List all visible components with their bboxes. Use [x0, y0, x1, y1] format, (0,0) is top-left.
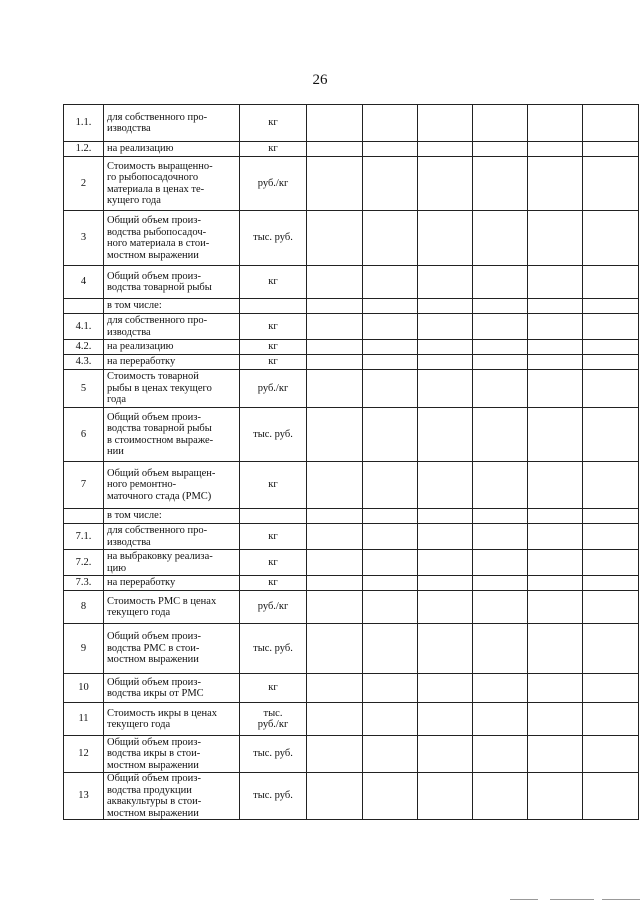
value-cell: [473, 591, 528, 624]
value-cell: [363, 576, 418, 591]
value-cell: [418, 591, 473, 624]
value-cell: [473, 211, 528, 266]
value-cell: [418, 355, 473, 370]
row-number-cell: 12: [64, 736, 104, 773]
indicator-name-cell: на реализацию: [104, 142, 240, 157]
table-row: [64, 524, 639, 550]
table-row: [64, 105, 639, 142]
value-cell: [528, 736, 583, 773]
value-cell: [473, 142, 528, 157]
table-row: [64, 355, 639, 370]
value-cell: [363, 105, 418, 142]
value-cell: [307, 509, 363, 524]
value-cell: [307, 524, 363, 550]
indicator-name-cell: Стоимость товарной рыбы в ценах текущего года: [104, 370, 240, 408]
value-cell: [418, 105, 473, 142]
value-cell: [418, 408, 473, 462]
indicator-name-cell: Стоимость РМС в ценах текущего года: [104, 591, 240, 624]
value-cell: [528, 703, 583, 736]
value-cell: [363, 211, 418, 266]
indicator-name-cell: Стоимость выращенно- го рыбопосадочного материала в ценах те- кущего года: [104, 157, 240, 211]
value-cell: [363, 550, 418, 576]
value-cell: [418, 624, 473, 674]
value-cell: [583, 591, 639, 624]
value-cell: [528, 266, 583, 299]
value-cell: [473, 340, 528, 355]
unit-cell: тыс. руб.: [240, 624, 307, 674]
value-cell: [473, 408, 528, 462]
value-cell: [528, 509, 583, 524]
unit-cell: кг: [240, 340, 307, 355]
unit-cell: кг: [240, 674, 307, 703]
value-cell: [418, 576, 473, 591]
indicator-name-cell: Общий объем произ- водства продукции аквакультуры в стои- мостном выражении: [104, 773, 240, 820]
unit-cell: кг: [240, 576, 307, 591]
table-row: [64, 340, 639, 355]
row-number-cell: 4: [64, 266, 104, 299]
value-cell: [583, 211, 639, 266]
value-cell: [473, 524, 528, 550]
value-cell: [583, 462, 639, 509]
table-row: [64, 408, 639, 462]
value-cell: [528, 576, 583, 591]
value-cell: [307, 462, 363, 509]
value-cell: [583, 340, 639, 355]
value-cell: [363, 314, 418, 340]
value-cell: [528, 550, 583, 576]
indicator-name-cell: Общий объем произ- водства товарной рыбы: [104, 266, 240, 299]
value-cell: [528, 370, 583, 408]
indicator-name-cell: в том числе:: [104, 299, 240, 314]
value-cell: [307, 674, 363, 703]
row-number-cell: 4.1.: [64, 314, 104, 340]
value-cell: [473, 703, 528, 736]
row-number-cell: 7.1.: [64, 524, 104, 550]
indicator-name-cell: Стоимость икры в ценах текущего года: [104, 703, 240, 736]
unit-cell: кг: [240, 105, 307, 142]
table-row: [64, 462, 639, 509]
value-cell: [583, 576, 639, 591]
unit-cell: руб./кг: [240, 591, 307, 624]
unit-cell: кг: [240, 314, 307, 340]
value-cell: [307, 773, 363, 820]
value-cell: [363, 355, 418, 370]
table-row: [64, 674, 639, 703]
unit-cell: кг: [240, 550, 307, 576]
value-cell: [583, 624, 639, 674]
value-cell: [363, 591, 418, 624]
unit-cell: руб./кг: [240, 157, 307, 211]
value-cell: [363, 462, 418, 509]
table-row: [64, 266, 639, 299]
table-row: [64, 624, 639, 674]
value-cell: [583, 736, 639, 773]
value-cell: [307, 576, 363, 591]
row-number-cell: 6: [64, 408, 104, 462]
unit-cell: кг: [240, 524, 307, 550]
table-row: [64, 576, 639, 591]
value-cell: [583, 524, 639, 550]
value-cell: [473, 509, 528, 524]
value-cell: [307, 550, 363, 576]
value-cell: [307, 314, 363, 340]
indicator-name-cell: Общий объем произ- водства товарной рыбы в стоимостном выраже- нии: [104, 408, 240, 462]
row-number-cell: 2: [64, 157, 104, 211]
value-cell: [583, 314, 639, 340]
value-cell: [363, 157, 418, 211]
value-cell: [307, 703, 363, 736]
unit-cell: кг: [240, 355, 307, 370]
unit-cell: руб./кг: [240, 370, 307, 408]
indicator-name-cell: для собственного про- изводства: [104, 314, 240, 340]
value-cell: [363, 266, 418, 299]
indicator-name-cell: на выбраковку реализа- цию: [104, 550, 240, 576]
value-cell: [528, 105, 583, 142]
value-cell: [528, 408, 583, 462]
unit-cell: тыс. руб.: [240, 211, 307, 266]
row-number-cell: 4.2.: [64, 340, 104, 355]
indicator-name-cell: Общий объем произ- водства РМС в стои- мостном выражении: [104, 624, 240, 674]
value-cell: [418, 509, 473, 524]
value-cell: [583, 408, 639, 462]
indicator-name-cell: в том числе:: [104, 509, 240, 524]
value-cell: [363, 736, 418, 773]
table-row: [64, 211, 639, 266]
value-cell: [418, 340, 473, 355]
page-number: 26: [312, 72, 328, 88]
unit-cell: кг: [240, 462, 307, 509]
value-cell: [583, 299, 639, 314]
report-table: [63, 104, 639, 820]
value-cell: [473, 462, 528, 509]
value-cell: [363, 340, 418, 355]
value-cell: [473, 736, 528, 773]
value-cell: [528, 299, 583, 314]
value-cell: [363, 703, 418, 736]
value-cell: [363, 524, 418, 550]
value-cell: [473, 624, 528, 674]
row-number-cell: 7.3.: [64, 576, 104, 591]
unit-cell: [240, 299, 307, 314]
value-cell: [473, 550, 528, 576]
table-row: [64, 299, 639, 314]
indicator-name-cell: для собственного про- изводства: [104, 105, 240, 142]
value-cell: [473, 266, 528, 299]
row-number-cell: [64, 509, 104, 524]
indicator-name-cell: Общий объем произ- водства икры в стои- мостном выражении: [104, 736, 240, 773]
value-cell: [583, 142, 639, 157]
value-cell: [418, 462, 473, 509]
value-cell: [307, 736, 363, 773]
table-row: [64, 736, 639, 773]
value-cell: [583, 509, 639, 524]
value-cell: [473, 314, 528, 340]
value-cell: [528, 462, 583, 509]
value-cell: [307, 370, 363, 408]
value-cell: [418, 157, 473, 211]
value-cell: [528, 157, 583, 211]
indicator-name-cell: на переработку: [104, 355, 240, 370]
table-row: [64, 314, 639, 340]
value-cell: [418, 703, 473, 736]
unit-cell: [240, 509, 307, 524]
value-cell: [473, 576, 528, 591]
table-row: [64, 591, 639, 624]
table-row: [64, 370, 639, 408]
indicator-name-cell: на переработку: [104, 576, 240, 591]
value-cell: [473, 299, 528, 314]
value-cell: [418, 370, 473, 408]
table-row: [64, 703, 639, 736]
value-cell: [418, 314, 473, 340]
value-cell: [528, 591, 583, 624]
value-cell: [363, 509, 418, 524]
value-cell: [418, 211, 473, 266]
table-row: [64, 142, 639, 157]
value-cell: [307, 105, 363, 142]
value-cell: [473, 105, 528, 142]
table-row: [64, 550, 639, 576]
value-cell: [528, 674, 583, 703]
value-cell: [307, 299, 363, 314]
value-cell: [583, 157, 639, 211]
value-cell: [418, 299, 473, 314]
table-row: [64, 157, 639, 211]
row-number-cell: 1.1.: [64, 105, 104, 142]
unit-cell: тыс. руб.: [240, 408, 307, 462]
value-cell: [418, 773, 473, 820]
row-number-cell: 4.3.: [64, 355, 104, 370]
row-number-cell: 13: [64, 773, 104, 820]
value-cell: [583, 355, 639, 370]
row-number-cell: 3: [64, 211, 104, 266]
value-cell: [307, 624, 363, 674]
table-body: [64, 105, 639, 820]
value-cell: [363, 299, 418, 314]
value-cell: [307, 142, 363, 157]
value-cell: [528, 524, 583, 550]
unit-cell: кг: [240, 266, 307, 299]
indicator-name-cell: для собственного про- изводства: [104, 524, 240, 550]
value-cell: [418, 266, 473, 299]
value-cell: [418, 524, 473, 550]
value-cell: [473, 157, 528, 211]
row-number-cell: 8: [64, 591, 104, 624]
value-cell: [307, 211, 363, 266]
value-cell: [528, 624, 583, 674]
unit-cell: тыс. руб.: [240, 773, 307, 820]
row-number-cell: 5: [64, 370, 104, 408]
value-cell: [363, 674, 418, 703]
value-cell: [528, 355, 583, 370]
value-cell: [307, 157, 363, 211]
value-cell: [307, 340, 363, 355]
value-cell: [528, 211, 583, 266]
value-cell: [583, 703, 639, 736]
indicator-name-cell: на реализацию: [104, 340, 240, 355]
table-row: [64, 773, 639, 820]
value-cell: [473, 355, 528, 370]
value-cell: [307, 408, 363, 462]
row-number-cell: 11: [64, 703, 104, 736]
row-number-cell: 10: [64, 674, 104, 703]
row-number-cell: 7.2.: [64, 550, 104, 576]
value-cell: [307, 266, 363, 299]
value-cell: [363, 408, 418, 462]
value-cell: [583, 674, 639, 703]
row-number-cell: [64, 299, 104, 314]
value-cell: [528, 340, 583, 355]
value-cell: [528, 142, 583, 157]
value-cell: [418, 550, 473, 576]
value-cell: [418, 736, 473, 773]
value-cell: [583, 266, 639, 299]
indicator-name-cell: Общий объем произ- водства рыбопосадоч- ного материала в стои- мостном выражении: [104, 211, 240, 266]
unit-cell: тыс. руб.: [240, 736, 307, 773]
value-cell: [418, 142, 473, 157]
value-cell: [363, 773, 418, 820]
page-edge-marks: [510, 899, 640, 901]
value-cell: [418, 674, 473, 703]
value-cell: [528, 314, 583, 340]
unit-cell: тыс. руб./кг: [240, 703, 307, 736]
value-cell: [583, 370, 639, 408]
value-cell: [363, 624, 418, 674]
row-number-cell: 7: [64, 462, 104, 509]
value-cell: [583, 550, 639, 576]
table-row: [64, 509, 639, 524]
value-cell: [583, 105, 639, 142]
indicator-name-cell: Общий объем выращен- ного ремонтно- маточного стада (РМС): [104, 462, 240, 509]
row-number-cell: 9: [64, 624, 104, 674]
value-cell: [307, 355, 363, 370]
value-cell: [528, 773, 583, 820]
value-cell: [473, 674, 528, 703]
value-cell: [307, 591, 363, 624]
value-cell: [363, 370, 418, 408]
value-cell: [583, 773, 639, 820]
unit-cell: кг: [240, 142, 307, 157]
row-number-cell: 1.2.: [64, 142, 104, 157]
value-cell: [473, 370, 528, 408]
indicator-name-cell: Общий объем произ- водства икры от РМС: [104, 674, 240, 703]
value-cell: [363, 142, 418, 157]
value-cell: [473, 773, 528, 820]
